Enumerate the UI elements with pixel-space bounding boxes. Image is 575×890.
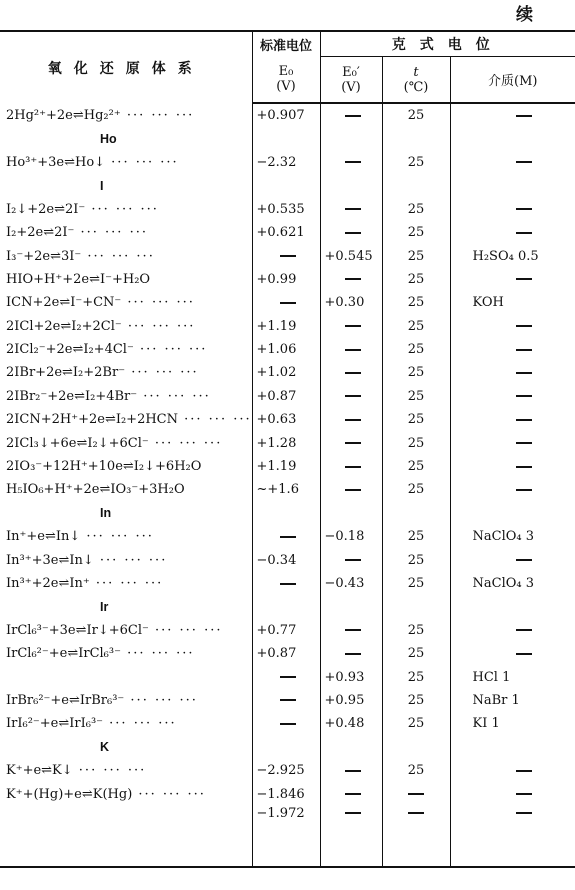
reaction-text: IrCl₆³⁻+3e⇌Ir↓+6Cl⁻	[6, 622, 149, 638]
dash-mark	[345, 419, 361, 421]
redox-system	[0, 478, 252, 501]
dash-mark	[516, 770, 532, 772]
redox-system	[0, 244, 252, 267]
medium-cell	[450, 759, 575, 782]
leader-dots: ··· ··· ···	[81, 248, 155, 264]
empty-cell	[252, 595, 320, 618]
redox-system	[0, 689, 252, 712]
medium-cell	[450, 385, 575, 408]
standard-potential-cell	[252, 291, 320, 314]
element-section-heading: K	[100, 740, 110, 755]
redox-system	[0, 642, 252, 665]
leader-dots: ··· ··· ···	[74, 225, 148, 241]
standard-potential-cell	[252, 689, 320, 712]
leader-dots: ··· ··· ···	[120, 646, 195, 662]
empty-cell	[320, 502, 382, 525]
standard-potential-cell: −1.846	[252, 782, 320, 805]
medium-cell	[450, 408, 575, 431]
standard-potential-cell: −0.34	[252, 548, 320, 571]
standard-potential-cell: −1.972	[252, 806, 320, 867]
redox-system	[0, 782, 252, 805]
formal-potential-cell	[320, 455, 382, 478]
leader-dots: ··· ··· ···	[124, 692, 198, 708]
e0-formal-symbol: E₀′	[342, 64, 360, 80]
redox-system	[0, 806, 252, 867]
standard-potential-cell: +0.535	[252, 198, 320, 221]
dash-mark	[516, 629, 532, 631]
continued-label: 续	[516, 5, 533, 25]
leader-dots: ··· ··· ···	[178, 412, 252, 428]
medium-cell	[450, 806, 575, 867]
dash-mark	[516, 349, 532, 351]
table-row	[0, 665, 575, 688]
table-row	[0, 712, 575, 735]
dash-mark	[516, 559, 532, 561]
table-row	[0, 572, 575, 595]
formal-potential-cell: +0.95	[320, 689, 382, 712]
formal-potential-cell: +0.93	[320, 665, 382, 688]
reaction-text: 2IBr+2e⇌I₂+2Br⁻	[6, 365, 126, 381]
reaction-text: 2IBr₂⁻+2e⇌I₂+4Br⁻	[6, 388, 138, 404]
formal-potential-cell	[320, 151, 382, 174]
standard-potential-cell: +0.87	[252, 642, 320, 665]
dash-mark	[280, 536, 296, 538]
leader-dots: ··· ··· ···	[80, 529, 154, 545]
medium-cell	[450, 338, 575, 361]
reaction-text: IrI₆²⁻+e⇌IrI₆³⁻	[6, 716, 104, 732]
redox-system	[0, 221, 252, 244]
reaction-text: IrBr₆²⁻+e⇌IrBr₆³⁻	[6, 692, 125, 708]
reaction-text: 2Hg²⁺+2e⇌Hg₂²⁺	[6, 107, 121, 123]
redox-system	[0, 619, 252, 642]
dash-mark	[280, 583, 296, 585]
dash-mark	[345, 793, 361, 795]
temperature-cell	[382, 782, 450, 805]
dash-mark	[345, 115, 361, 117]
empty-cell	[320, 127, 382, 150]
standard-potential-cell: +0.907	[252, 103, 320, 127]
formal-potential-cell	[320, 619, 382, 642]
formal-potential-cell: −0.18	[320, 525, 382, 548]
formal-potential-cell	[320, 548, 382, 571]
empty-cell	[450, 595, 575, 618]
empty-cell	[450, 502, 575, 525]
temperature-cell: 25	[382, 291, 450, 314]
reaction-text: K⁺+(Hg)+e⇌K(Hg)	[6, 786, 133, 802]
temperature-cell: 25	[382, 572, 450, 595]
table-row	[0, 291, 575, 314]
redox-system	[0, 338, 252, 361]
dash-mark	[345, 629, 361, 631]
reaction-text: IrCl₆²⁻+e⇌IrCl₆³⁻	[6, 646, 121, 662]
temperature-cell: 25	[382, 478, 450, 501]
redox-system	[0, 315, 252, 338]
element-section-heading: Ho	[100, 132, 117, 147]
formal-potential-cell	[320, 408, 382, 431]
medium-cell	[450, 103, 575, 127]
dash-mark	[408, 812, 424, 814]
table-row	[0, 455, 575, 478]
empty-cell	[252, 174, 320, 197]
table-row	[0, 244, 575, 267]
redox-system	[0, 291, 252, 314]
table-row	[0, 759, 575, 782]
section-row	[0, 502, 575, 525]
redox-system	[0, 408, 252, 431]
formal-potential-cell	[320, 431, 382, 454]
dash-mark	[345, 232, 361, 234]
dash-mark	[345, 372, 361, 374]
leader-dots: ··· ··· ···	[133, 342, 208, 358]
dash-mark	[280, 699, 296, 701]
dash-mark	[516, 395, 532, 397]
reaction-text: I₂+2e⇌2I⁻	[6, 225, 75, 241]
dash-mark	[516, 653, 532, 655]
medium-cell	[450, 315, 575, 338]
element-section-heading: I	[100, 178, 104, 193]
leader-dots: ··· ··· ···	[105, 154, 179, 170]
table-row	[0, 385, 575, 408]
dash-mark	[345, 466, 361, 468]
redox-system	[0, 361, 252, 384]
standard-potential-cell: +1.28	[252, 431, 320, 454]
empty-cell	[382, 736, 450, 759]
temperature-cell	[382, 806, 450, 867]
temperature-cell: 25	[382, 455, 450, 478]
standard-potential-cell: −2.925	[252, 759, 320, 782]
standard-potential-cell	[252, 525, 320, 548]
table-row	[0, 151, 575, 174]
temperature-cell: 25	[382, 408, 450, 431]
reaction-text: 2ICl₃↓+6e⇌I₂↓+6Cl⁻	[6, 435, 149, 451]
temperature-cell: 25	[382, 361, 450, 384]
reaction-text: 2IO₃⁻+12H⁺+10e⇌I₂↓+6H₂O	[6, 459, 202, 475]
table-row	[0, 408, 575, 431]
temperature-cell: 25	[382, 244, 450, 267]
e0-symbol: E₀	[278, 64, 294, 80]
dash-mark	[280, 676, 296, 678]
leader-dots: ··· ··· ···	[93, 552, 168, 568]
table-row	[0, 689, 575, 712]
empty-cell	[320, 595, 382, 618]
redox-system	[0, 268, 252, 291]
standard-potential-cell	[252, 244, 320, 267]
temperature-cell: 25	[382, 221, 450, 244]
temperature-cell: 25	[382, 525, 450, 548]
dash-mark	[345, 208, 361, 210]
dash-mark	[280, 302, 296, 304]
element-section-heading: In	[100, 506, 112, 521]
temperature-cell: 25	[382, 385, 450, 408]
dash-mark	[516, 161, 532, 163]
formal-potential-cell: +0.545	[320, 244, 382, 267]
medium-cell	[450, 361, 575, 384]
leader-dots: ··· ··· ···	[89, 576, 164, 591]
leader-dots: ··· ··· ···	[125, 365, 199, 381]
dash-mark	[516, 442, 532, 444]
medium-cell: KI 1	[450, 712, 575, 735]
formal-potential-cell	[320, 642, 382, 665]
dash-mark	[345, 489, 361, 491]
medium-cell	[450, 455, 575, 478]
reaction-text: In⁺+e⇌In↓	[6, 529, 81, 545]
formal-potential-cell	[320, 361, 382, 384]
medium-cell	[450, 642, 575, 665]
dash-mark	[345, 325, 361, 327]
table-row	[0, 806, 575, 867]
standard-potential-cell: +1.02	[252, 361, 320, 384]
reaction-text: H₅IO₆+H⁺+2e⇌IO₃⁻+3H₂O	[6, 482, 185, 498]
medium-cell: NaClO₄ 3	[450, 525, 575, 548]
formal-potential-cell	[320, 338, 382, 361]
formal-potential-cell	[320, 221, 382, 244]
table-row	[0, 619, 575, 642]
empty-cell	[320, 736, 382, 759]
formal-potential-cell	[320, 806, 382, 867]
redox-system	[0, 198, 252, 221]
dash-mark	[516, 419, 532, 421]
reaction-text: ICN+2e⇌I⁻+CN⁻	[6, 295, 122, 311]
dash-mark	[345, 559, 361, 561]
leader-dots: ··· ··· ···	[85, 201, 159, 217]
dash-mark	[516, 115, 532, 117]
dash-mark	[345, 653, 361, 655]
medium-cell: KOH	[450, 291, 575, 314]
redox-system	[0, 525, 252, 548]
t-symbol: t	[413, 64, 419, 80]
standard-potential-cell: +0.621	[252, 221, 320, 244]
header-temperature	[382, 57, 450, 104]
reaction-text: 2ICN+2H⁺+2e⇌I₂+2HCN	[6, 412, 179, 428]
standard-potential-cell: +1.06	[252, 338, 320, 361]
leader-dots: ··· ··· ···	[121, 295, 195, 311]
dash-mark	[516, 466, 532, 468]
standard-potential-cell: +0.87	[252, 385, 320, 408]
dash-mark	[345, 278, 361, 280]
temperature-cell: 25	[382, 151, 450, 174]
dash-mark	[345, 161, 361, 163]
e0-formal-unit: (V)	[341, 79, 361, 95]
table-row	[0, 338, 575, 361]
empty-cell	[450, 127, 575, 150]
formal-potential-cell	[320, 268, 382, 291]
temperature-cell: 25	[382, 103, 450, 127]
dash-mark	[345, 770, 361, 772]
empty-cell	[320, 174, 382, 197]
dash-mark	[280, 723, 296, 725]
formal-potential-cell: +0.30	[320, 291, 382, 314]
temperature-cell: 25	[382, 431, 450, 454]
redox-system	[0, 548, 252, 571]
empty-cell	[252, 127, 320, 150]
reaction-text: In³⁺+2e⇌In⁺	[6, 576, 90, 591]
medium-cell: NaClO₄ 3	[450, 572, 575, 595]
t-unit: (℃)	[403, 79, 429, 95]
temperature-cell: 25	[382, 642, 450, 665]
temperature-cell: 25	[382, 665, 450, 688]
standard-potential-cell: +1.19	[252, 455, 320, 478]
medium-cell	[450, 221, 575, 244]
reaction-text: In³⁺+3e⇌In↓	[6, 552, 94, 568]
table-row	[0, 431, 575, 454]
header-formal-potential: 克式电位	[320, 31, 575, 57]
reaction-text: Ho³⁺+3e⇌Ho↓	[6, 154, 106, 170]
standard-potential-cell: +0.77	[252, 619, 320, 642]
redox-system	[0, 665, 252, 688]
leader-dots: ··· ··· ···	[103, 716, 177, 732]
redox-potential-table	[0, 30, 575, 868]
redox-system	[0, 455, 252, 478]
standard-potential-cell	[252, 712, 320, 735]
element-section-heading: Ir	[100, 599, 109, 614]
formal-potential-cell: +0.48	[320, 712, 382, 735]
table-row	[0, 478, 575, 501]
empty-cell	[252, 736, 320, 759]
redox-system	[0, 759, 252, 782]
dash-mark	[516, 489, 532, 491]
formal-potential-cell	[320, 759, 382, 782]
temperature-cell: 25	[382, 268, 450, 291]
leader-dots: ··· ··· ···	[72, 763, 147, 779]
table-row	[0, 103, 575, 127]
redox-system	[0, 151, 252, 174]
dash-mark	[345, 812, 361, 814]
reaction-text: HIO+H⁺+2e⇌I⁻+H₂O	[6, 271, 151, 287]
table-row	[0, 548, 575, 571]
leader-dots: ··· ··· ···	[137, 388, 211, 404]
medium-cell	[450, 619, 575, 642]
formal-potential-cell: −0.43	[320, 572, 382, 595]
dash-mark	[345, 395, 361, 397]
medium-cell	[450, 782, 575, 805]
redox-system	[0, 712, 252, 735]
standard-potential-cell: +1.19	[252, 315, 320, 338]
dash-mark	[516, 812, 532, 814]
dash-mark	[345, 442, 361, 444]
table-row	[0, 315, 575, 338]
leader-dots: ··· ··· ···	[132, 786, 206, 802]
standard-potential-cell: ~+1.6	[252, 478, 320, 501]
section-row	[0, 736, 575, 759]
section-row	[0, 127, 575, 150]
standard-potential-cell	[252, 572, 320, 595]
table-row	[0, 525, 575, 548]
medium-cell	[450, 478, 575, 501]
empty-cell	[382, 127, 450, 150]
table-row	[0, 782, 575, 805]
dash-mark	[408, 793, 424, 795]
redox-system	[0, 103, 252, 127]
dash-mark	[516, 208, 532, 210]
dash-mark	[516, 278, 532, 280]
dash-mark	[516, 793, 532, 795]
leader-dots: ··· ··· ···	[121, 318, 196, 334]
formal-potential-cell	[320, 385, 382, 408]
standard-potential-cell	[252, 665, 320, 688]
header-e0	[252, 57, 320, 104]
table-row	[0, 642, 575, 665]
dash-mark	[516, 372, 532, 374]
temperature-cell: 25	[382, 338, 450, 361]
standard-potential-cell: +0.99	[252, 268, 320, 291]
medium-cell	[450, 431, 575, 454]
temperature-cell: 25	[382, 198, 450, 221]
standard-potential-cell: +0.63	[252, 408, 320, 431]
redox-system	[0, 572, 252, 595]
dash-mark	[516, 325, 532, 327]
reaction-text: 2ICl₂⁻+2e⇌I₂+4Cl⁻	[6, 342, 134, 358]
leader-dots: ··· ··· ···	[148, 435, 223, 451]
temperature-cell: 25	[382, 759, 450, 782]
redox-system	[0, 385, 252, 408]
formal-potential-cell	[320, 782, 382, 805]
dash-mark	[516, 232, 532, 234]
header-medium: 介质(M)	[450, 57, 575, 104]
reaction-text: I₂↓+2e⇌2I⁻	[6, 201, 86, 217]
table-row	[0, 221, 575, 244]
medium-cell	[450, 198, 575, 221]
leader-dots: ··· ··· ···	[120, 107, 195, 123]
reaction-text: I₃⁻+2e⇌3I⁻	[6, 248, 82, 264]
dash-mark	[345, 349, 361, 351]
redox-system	[0, 431, 252, 454]
table-row	[0, 198, 575, 221]
temperature-cell: 25	[382, 315, 450, 338]
table-row	[0, 361, 575, 384]
dash-mark	[280, 255, 296, 257]
formal-potential-cell	[320, 315, 382, 338]
temperature-cell: 25	[382, 548, 450, 571]
reaction-text: 2ICl+2e⇌I₂+2Cl⁻	[6, 318, 122, 334]
e0-unit: (V)	[276, 79, 296, 95]
empty-cell	[382, 595, 450, 618]
header-system: 氧化还原体系	[0, 31, 252, 103]
medium-cell	[450, 151, 575, 174]
leader-dots: ··· ··· ···	[148, 622, 223, 638]
medium-cell: NaBr 1	[450, 689, 575, 712]
medium-cell	[450, 268, 575, 291]
reaction-text: K⁺+e⇌K↓	[6, 763, 73, 779]
empty-cell	[252, 502, 320, 525]
empty-cell	[382, 502, 450, 525]
standard-potential-cell: −2.32	[252, 151, 320, 174]
temperature-cell: 25	[382, 712, 450, 735]
medium-cell: HCl 1	[450, 665, 575, 688]
formal-potential-cell	[320, 478, 382, 501]
formal-potential-cell	[320, 103, 382, 127]
header-standard-potential: 标准电位	[252, 31, 320, 57]
section-row	[0, 174, 575, 197]
section-row	[0, 595, 575, 618]
table-row	[0, 268, 575, 291]
formal-potential-cell	[320, 198, 382, 221]
header-e0-formal	[320, 57, 382, 104]
empty-cell	[450, 174, 575, 197]
medium-cell	[450, 548, 575, 571]
empty-cell	[382, 174, 450, 197]
empty-cell	[450, 736, 575, 759]
temperature-cell: 25	[382, 689, 450, 712]
medium-cell: H₂SO₄ 0.5	[450, 244, 575, 267]
temperature-cell: 25	[382, 619, 450, 642]
